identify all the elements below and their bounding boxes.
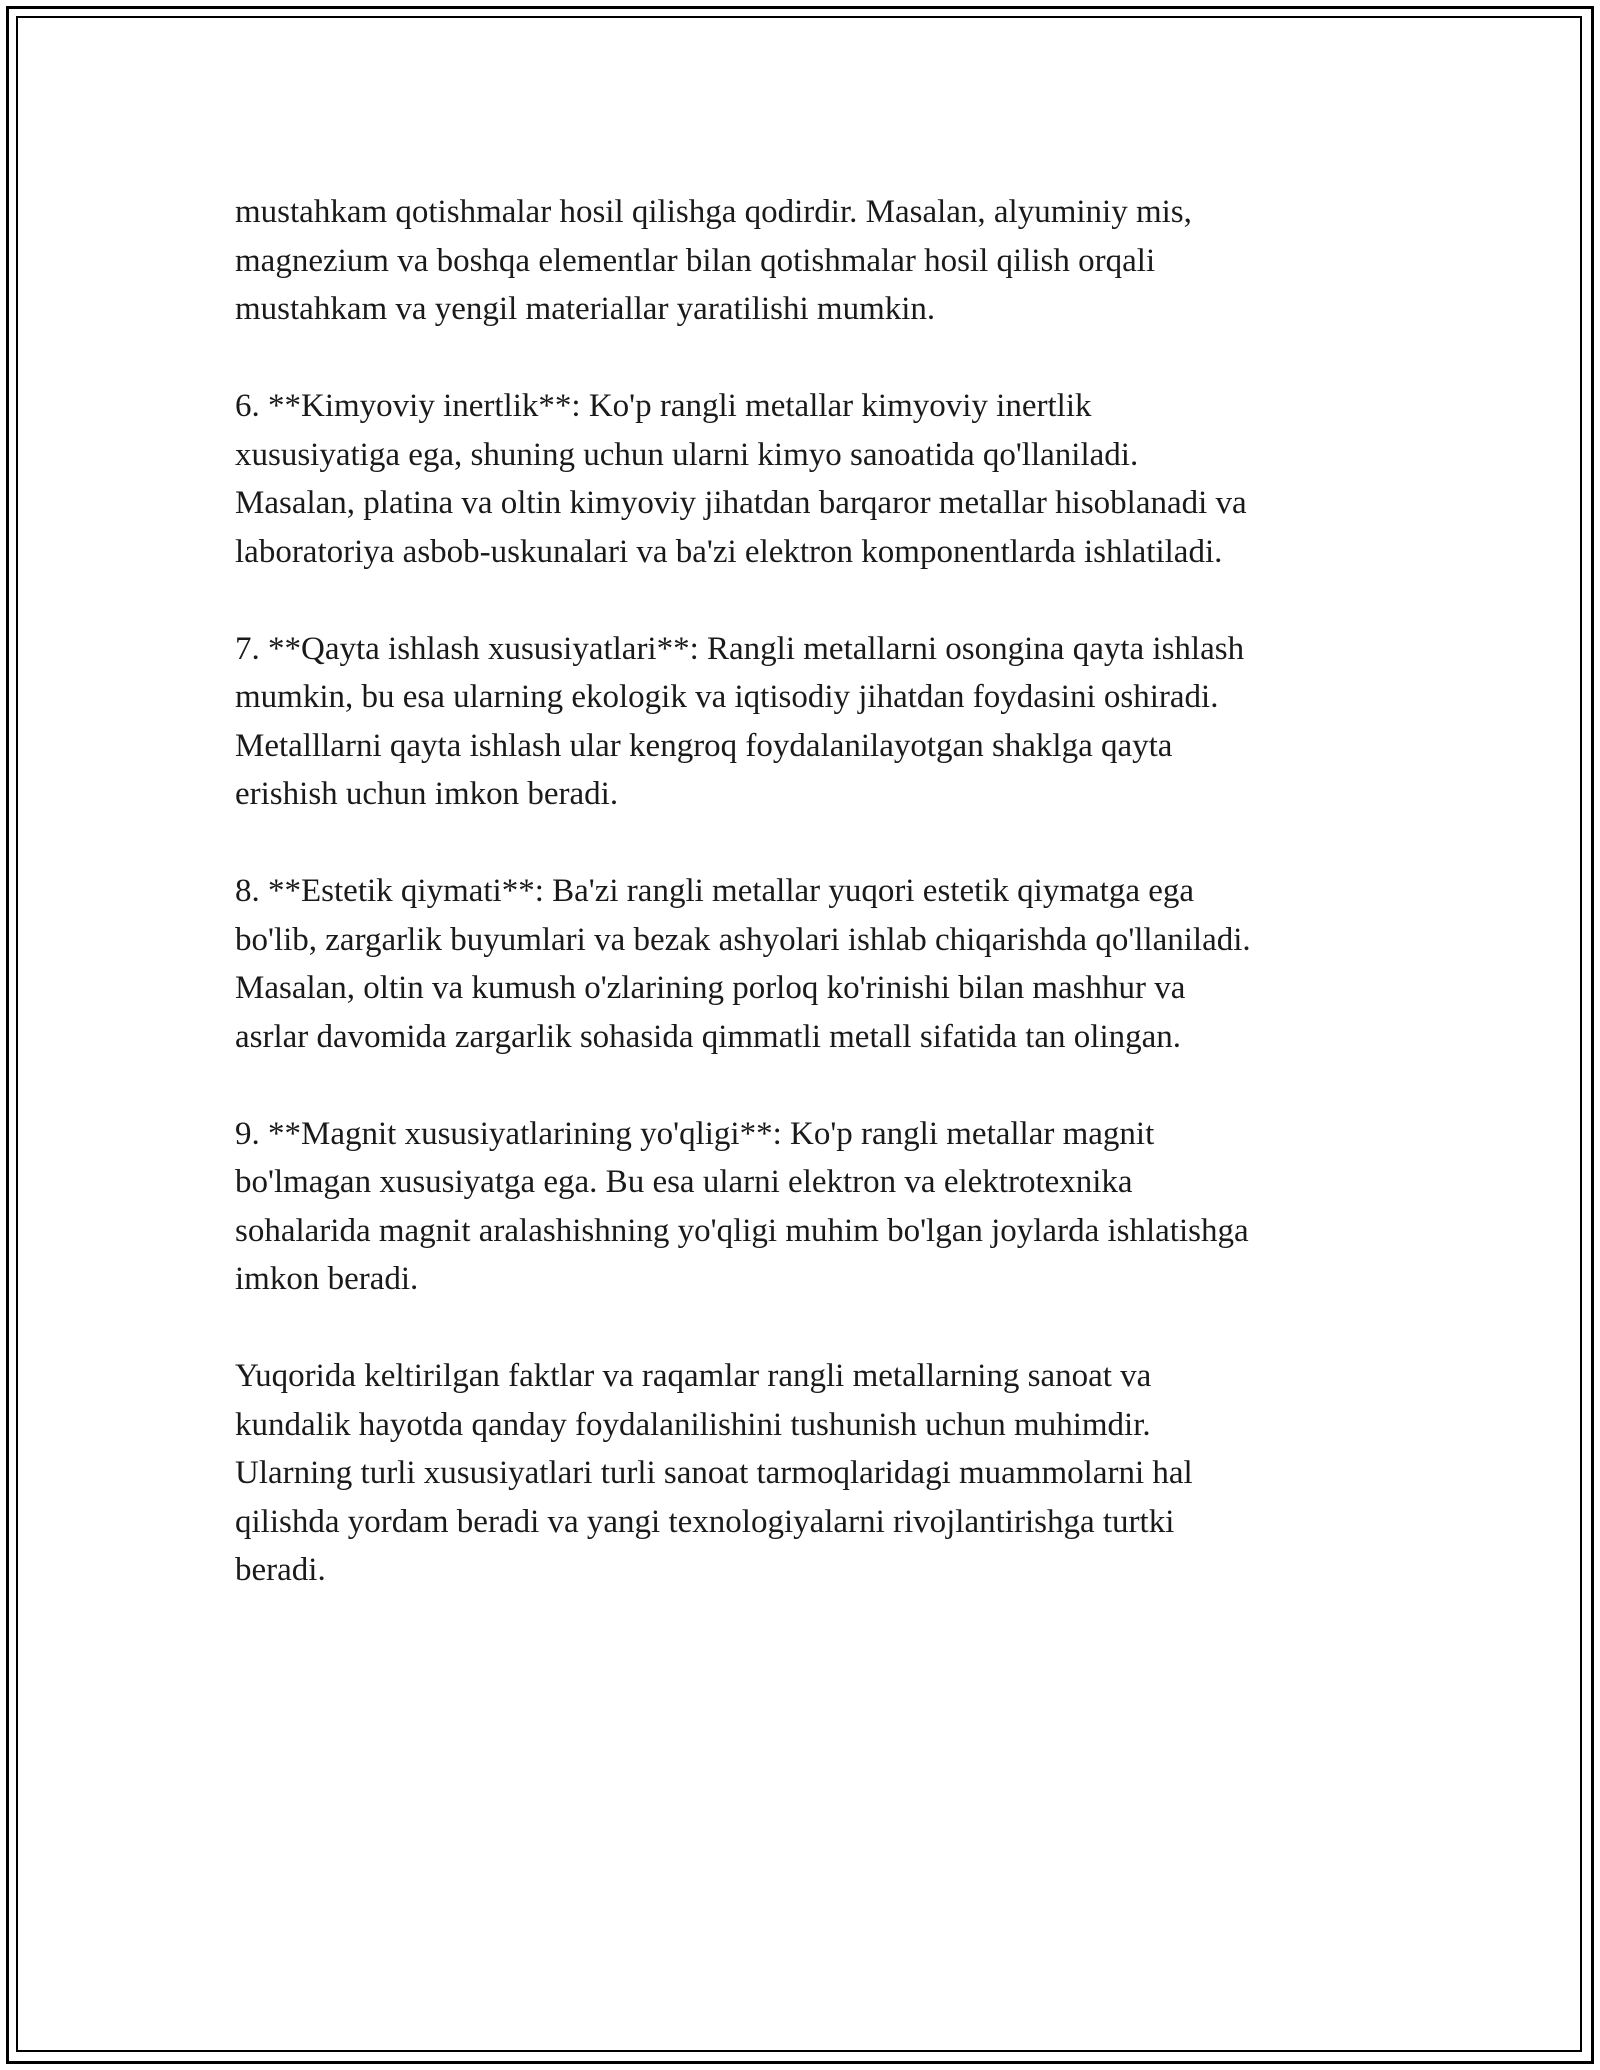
text-line: beradi.	[235, 1552, 326, 1588]
text-line: asrlar davomida zargarlik sohasida qimmatli metall sifatida tan olingan.	[235, 1018, 1182, 1055]
text-line: xususiyatiga ega, shuning uchun ularni kimyo sanoatida qo'llaniladi.	[235, 436, 1139, 473]
text-line: 7. **Qayta ishlash xususiyatlari**: Rangli metallarni osongina qayta ishlash	[235, 630, 1245, 667]
paragraph	[235, 188, 1385, 334]
text-line: Metalllarni qayta ishlash ular kengroq foydalanilayotgan shaklga qayta	[235, 727, 1173, 764]
document-body	[235, 188, 1385, 1595]
text-line: 9. **Magnit xususiyatlarining yo'qligi**: Ko'p rangli metallar magnit	[235, 1115, 1155, 1152]
paragraph	[235, 1352, 1385, 1595]
text-line: sohalarida magnit aralashishning yo'qligi muhim bo'lgan joylarda ishlatishga	[235, 1212, 1249, 1249]
paragraph	[235, 867, 1385, 1061]
paragraph	[235, 625, 1385, 819]
text-line: bo'lib, zargarlik buyumlari va bezak ashyolari ishlab chiqarishda qo'llaniladi.	[235, 921, 1251, 958]
text-line: 8. **Estetik qiymati**: Ba'zi rangli metallar yuqori estetik qiymatga ega	[235, 873, 1195, 909]
text-line: mumkin, bu esa ularning ekologik va iqtisodiy jihatdan foydasini oshiradi.	[235, 679, 1219, 715]
text-line: kundalik hayotda qanday foydalanilishini tushunish uchun muhimdir.	[235, 1406, 1151, 1443]
text-line: Yuqorida keltirilgan faktlar va raqamlar rangli metallarning sanoat va	[235, 1358, 1152, 1394]
text-line: 6. **Kimyoviy inertlik**: Ko'p rangli metallar kimyoviy inertlik	[235, 388, 1092, 424]
text-line: imkon beradi.	[235, 1261, 419, 1297]
paragraph	[235, 1110, 1385, 1304]
text-line: Masalan, platina va oltin kimyoviy jihatdan barqaror metallar hisoblanadi va	[235, 485, 1247, 521]
text-line: erishish uchun imkon beradi.	[235, 776, 619, 812]
text-line: magnezium va boshqa elementlar bilan qotishmalar hosil qilish orqali	[235, 242, 1156, 279]
text-line: mustahkam va yengil materiallar yaratilishi mumkin.	[235, 291, 936, 327]
paragraph	[235, 382, 1385, 576]
text-line: qilishda yordam beradi va yangi texnologiyalarni rivojlantirishga turtki	[235, 1503, 1175, 1540]
text-line: bo'lmagan xususiyatga ega. Bu esa ularni elektron va elektrotexnika	[235, 1164, 1133, 1200]
text-line: mustahkam qotishmalar hosil qilishga qodirdir. Masalan, alyuminiy mis,	[235, 194, 1192, 230]
text-line: Ularning turli xususiyatlari turli sanoat tarmoqlaridagi muammolarni hal	[235, 1455, 1193, 1491]
text-line: laboratoriya asbob-uskunalari va ba'zi elektron komponentlarda ishlatiladi.	[235, 533, 1223, 570]
text-line: Masalan, oltin va kumush o'zlarining porloq ko'rinishi bilan mashhur va	[235, 970, 1186, 1006]
